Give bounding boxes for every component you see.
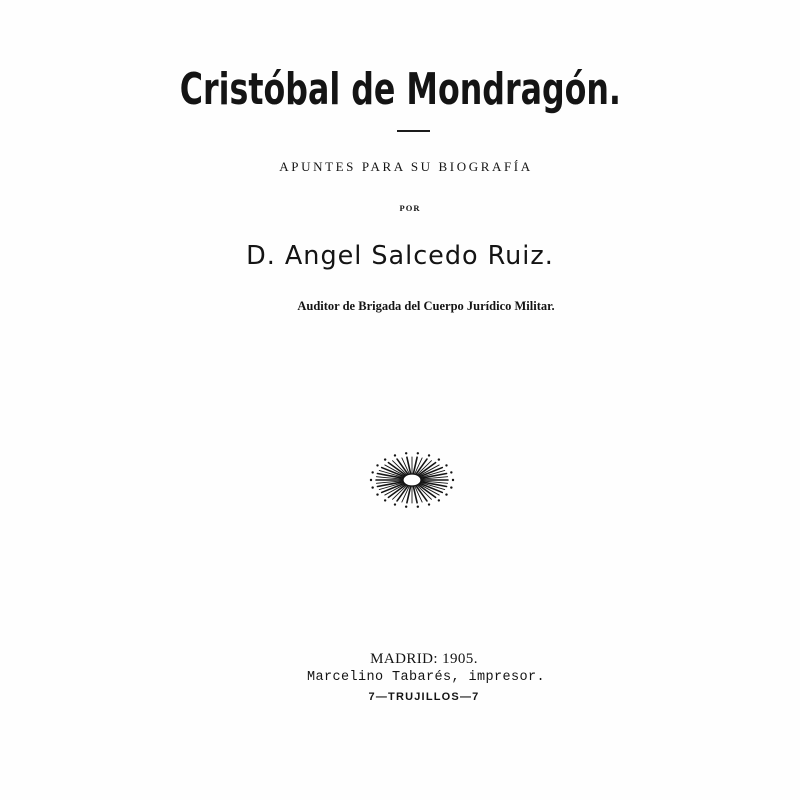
ornament-dot <box>405 452 407 454</box>
imprint-printer: Marcelino Tabarés, impresor. <box>306 670 546 685</box>
ornament-dot <box>438 499 440 501</box>
author-affiliation: Auditor de Brigada del Cuerpo Jurídico Militar. <box>297 299 555 313</box>
ornament-dot <box>450 486 452 488</box>
ornament-dot <box>405 506 407 508</box>
ornament-dot <box>370 479 372 481</box>
by-line: POR <box>399 203 421 213</box>
ornament-dot <box>376 464 378 466</box>
book-title <box>0 50 800 130</box>
ornament-dot <box>384 499 386 501</box>
ornament-ray <box>413 457 417 474</box>
ornament-dot <box>371 486 373 488</box>
ornament-dot <box>445 464 447 466</box>
ornament-dot <box>445 493 447 495</box>
ornament-center <box>403 474 421 486</box>
ornament-dot <box>376 493 378 495</box>
ornament-dot <box>452 479 454 481</box>
ornament-dot <box>384 458 386 460</box>
ornament-dot <box>417 452 419 454</box>
ornament-dot <box>428 454 430 456</box>
ornament-dot <box>394 454 396 456</box>
book-subtitle: APUNTES PARA SU BIOGRAFÍA <box>279 159 533 174</box>
ornament-ray <box>407 457 411 474</box>
imprint-address: 7—TRUJILLOS—7 <box>368 691 480 703</box>
sunburst-ornament-icon <box>366 448 458 512</box>
ornament-dot <box>371 471 373 473</box>
author-name <box>0 236 800 276</box>
ornament-dot <box>450 471 452 473</box>
imprint-place-year: MADRID: 1905. <box>370 651 478 667</box>
ornament-dot <box>417 506 419 508</box>
author-name-text: D. Angel Salcedo Ruiz. <box>246 241 554 271</box>
ornament-dot <box>394 503 396 505</box>
ornament-dot <box>428 503 430 505</box>
ornament-ray <box>413 486 417 503</box>
title-divider <box>397 130 430 132</box>
ornament-ray <box>407 486 411 503</box>
ornament-dot <box>438 458 440 460</box>
book-title-text: Cristóbal de Mondragón. <box>179 64 621 115</box>
